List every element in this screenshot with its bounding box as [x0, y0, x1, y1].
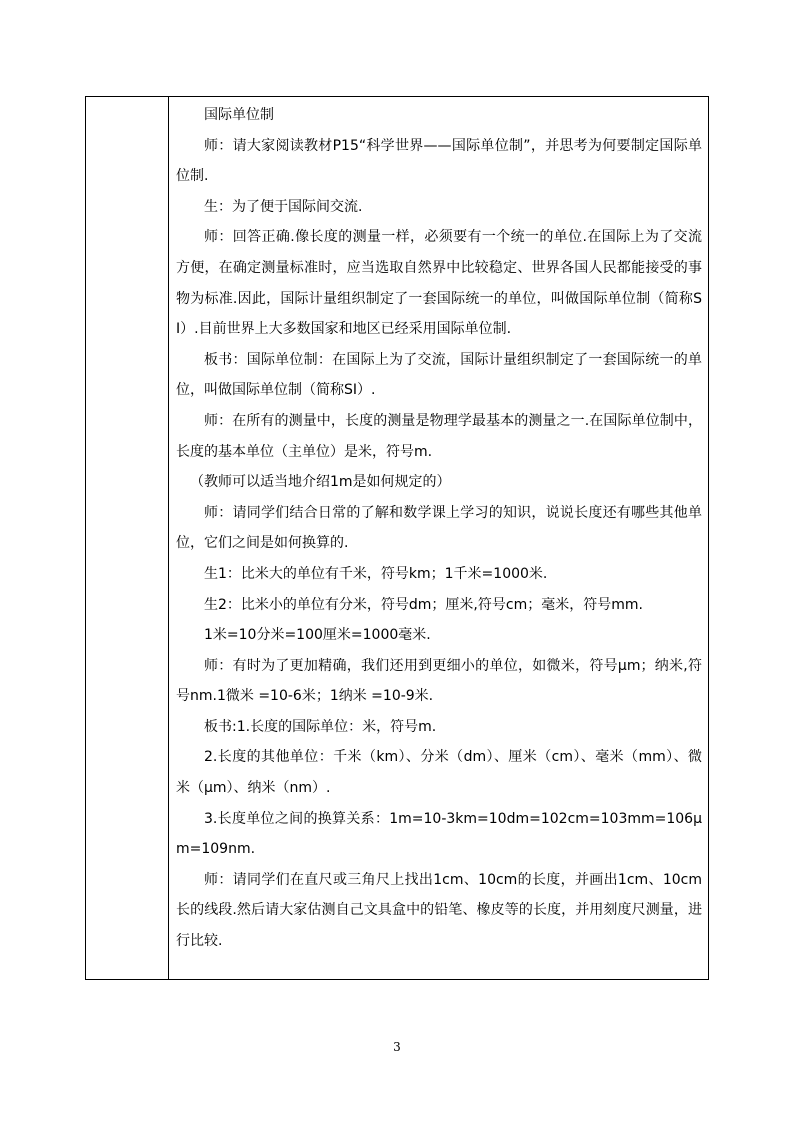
paragraph-heading: 国际单位制 [204, 107, 274, 123]
paragraph-board-definition: 板书：国际单位制：在国际上为了交流，国际计量组织制定了一套国际统一的单位，叫做国际单位制（简称SI）. [176, 351, 702, 399]
paragraph-board-1: 板书:1.长度的国际单位：米，符号m. [204, 718, 437, 735]
paragraph-length-unit: 师：在所有的测量中，长度的测量是物理学最基本的测量之一.在国际单位制中，长度的基本单位（主单位）是米，符号m. [176, 412, 702, 460]
paragraph-teacher-micro-units: 师：有时为了更加精确，我们还用到更细小的单位，如微米，符号μm；纳米,符号nm.1微米 =10-6米；1纳米 =10-9米. [176, 657, 702, 705]
left-empty-cell [86, 97, 169, 979]
lesson-table [85, 96, 709, 980]
paragraph-teacher-prompt: 师：请同学们结合日常的了解和数学课上学习的知识，说说长度还有哪些其他单位，它们之间是如何换算的. [176, 504, 702, 552]
page-number: 3 [393, 1040, 401, 1054]
paragraph-conversion: 1米=10分米=100厘米=1000毫米. [204, 627, 431, 644]
paragraph-teacher-activity: 师：请同学们在直尺或三角尺上找出1cm、10cm的长度，并画出1cm、10cm长的线段.然后请大家估测自己文具盒中的铅笔、橡皮等的长度，并用刻度尺测量，进行比较. [176, 871, 702, 950]
paragraph-board-2: 2.长度的其他单位：千米（km）、分米（dm）、厘米（cm）、毫米（mm）、微米（μm）、纳米（nm）. [176, 749, 702, 797]
paragraph-student-1: 生1：比米大的单位有千米，符号km；1千米=1000米. [204, 565, 548, 582]
paragraph-teacher-note: （教师可以适当地介绍1m是如何规定的） [190, 474, 451, 491]
paragraph-student-2: 生2：比米小的单位有分米，符号dm；厘米,符号cm；毫米，符号mm. [204, 596, 643, 613]
lesson-content-cell [169, 97, 708, 979]
paragraph-teacher-explanation: 师：回答正确.像长度的测量一样，必须要有一个统一的单位.在国际上为了交流方便，在确定测量标准时，应当选取自然界中比较稳定、世界各国人民都能接受的事物为标准.因此，国际计量组织制定了一套国际统一的单位，叫做国际单位制（简称SI）.目前世界上大多数国家和地区已经采用国际单位制. [176, 229, 702, 338]
paragraph-teacher-question: 师：请大家阅读教材P15“科学世界——国际单位制”，并思考为何要制定国际单位制. [176, 137, 702, 185]
paragraph-student-answer: 生：为了便于国际间交流. [204, 198, 363, 215]
paragraph-board-3: 3.长度单位之间的换算关系：1m=10-3km=10dm=102cm=103mm=106μm=109nm. [176, 810, 702, 858]
